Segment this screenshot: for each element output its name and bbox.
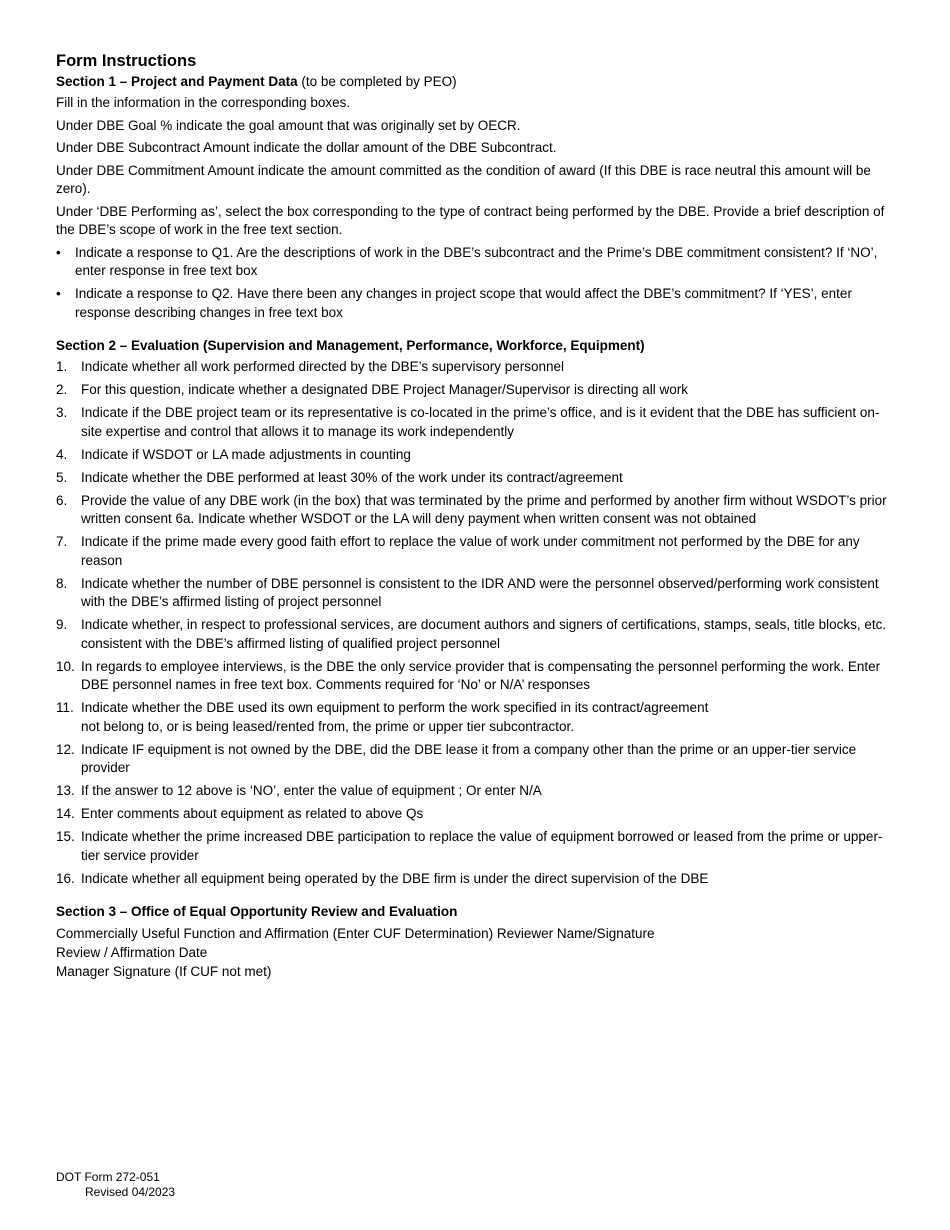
item-number: 11. (56, 700, 74, 715)
section-2 (56, 336, 896, 888)
list-item (56, 358, 896, 377)
section-2-heading (56, 336, 896, 355)
item-text: Provide the value of any DBE work (in the box) that was terminated by the prime and performed by another firm without WSDOT’s prior written consent 6a. Indicate whether WSDOT or the LA will deny payment when written consent was not obtained (81, 492, 887, 526)
list-item (56, 469, 896, 488)
item-number: 4. (56, 446, 68, 462)
item-text: Indicate whether all work performed directed by the DBE’s supervisory personnel (81, 359, 564, 374)
list-item (56, 492, 896, 529)
item-text: Indicate if WSDOT or LA made adjustments in counting (81, 446, 411, 462)
section-3-line: Commercially Useful Function and Affirmation (Enter CUF Determination) Reviewer Name/Signature (56, 926, 655, 941)
list-item (56, 741, 896, 778)
bullet-marker: • (56, 286, 61, 301)
section-2-heading-text: Section 2 – Evaluation (Supervision and Management, Performance, Workforce, Equipment) (56, 338, 645, 353)
list-item (56, 782, 896, 801)
item-text: Indicate whether, in respect to professional services, are document authors and signers of certifications, stamps, seals, title blocks, etc. consistent with the DBE’s affirmed listing of qualified project personnel (81, 617, 887, 651)
item-number: 15. (56, 829, 75, 844)
section-3-line: Manager Signature (If CUF not met) (56, 964, 272, 979)
section-1-heading-note: (to be completed by PEO) (297, 74, 457, 89)
item-number: 6. (56, 492, 68, 508)
bullet-item (56, 285, 896, 322)
item-text: For this question, indicate whether a designated DBE Project Manager/Supervisor is directing all work (81, 382, 689, 397)
item-number: 5. (56, 469, 68, 485)
section-1-paragraph: Under DBE Commitment Amount indicate the amount committed as the condition of award (If this DBE is race neutral this amount will be zero). (56, 162, 871, 196)
revision-date: Revised 04/2023 (85, 1184, 176, 1199)
instructions-page (56, 50, 896, 981)
item-text: Enter comments about equipment as related to above Qs (81, 806, 424, 821)
item-number: 13. (56, 783, 75, 798)
item-number: 7. (56, 534, 68, 549)
item-number: 8. (56, 575, 68, 591)
section-3-heading-text: Section 3 – Office of Equal Opportunity Review and Evaluation (56, 904, 458, 919)
item-number: 3. (56, 405, 68, 420)
section-3-heading (56, 902, 896, 921)
section-2-list (56, 358, 896, 888)
list-item (56, 446, 896, 465)
item-text: Indicate IF equipment is not owned by the DBE, did the DBE lease it from a company other than the prime or an upper-tier service provider (81, 741, 857, 775)
list-item (56, 805, 896, 824)
item-number: 12. (56, 741, 75, 757)
item-text: If the answer to 12 above is ‘NO’, enter the value of equipment ; Or enter N/A (81, 783, 542, 798)
bullet-text: Indicate a response to Q2. Have there been any changes in project scope that would affect the DBE’s commitment? If ‘YES’, enter response describing changes in free text box (75, 286, 852, 320)
page-footer (56, 1170, 175, 1199)
list-item (56, 404, 896, 441)
bullet-item (56, 244, 896, 281)
item-text: Indicate if the prime made every good faith effort to replace the value of work under commitment not performed by the DBE for any reason (81, 534, 860, 568)
item-text: Indicate whether all equipment being operated by the DBE firm is under the direct supervision of the DBE (81, 870, 709, 886)
page-title: Form Instructions (56, 52, 197, 70)
list-item (56, 616, 896, 653)
section-1 (56, 72, 896, 322)
section-1-bullet-list (56, 244, 896, 323)
item-number: 2. (56, 382, 68, 397)
section-1-paragraph: Under DBE Goal % indicate the goal amount that was originally set by OECR. (56, 117, 521, 133)
list-item (56, 575, 896, 612)
item-number: 10. (56, 658, 75, 674)
section-1-heading (56, 72, 896, 91)
item-number: 1. (56, 359, 68, 374)
bullet-text: Indicate a response to Q1. Are the descriptions of work in the DBE’s subcontract and the Prime’s DBE commitment consistent? If ‘NO’, enter response in free text box (75, 244, 878, 278)
list-item (56, 870, 896, 889)
item-number: 16. (56, 870, 75, 886)
section-1-paragraph: Under DBE Subcontract Amount indicate the dollar amount of the DBE Subcontract. (56, 140, 557, 155)
item-text: Indicate whether the number of DBE personnel is consistent to the IDR AND were the personnel observed/performing work consistent with the DBE’s affirmed listing of project personnel (81, 575, 879, 609)
section-1-paragraph: Fill in the information in the corresponding boxes. (56, 95, 351, 110)
item-text: In regards to employee interviews, is the DBE the only service provider that is compensating the personnel performing the work. Enter DBE personnel names in free text box. Comments required for ‘No’ or N/A’ responses (81, 658, 881, 692)
item-text: Indicate whether the prime increased DBE participation to replace the value of equipment borrowed or leased from the prime or upper-tier service provider (81, 829, 883, 863)
section-1-heading-bold: Section 1 – Project and Payment Data (56, 74, 298, 89)
item-number: 9. (56, 617, 68, 632)
section-1-paragraph: Under ‘DBE Performing as’, select the box corresponding to the type of contract being performed by the DBE. Provide a brief description of the DBE’s scope of work in the free text section. (56, 203, 885, 237)
list-item (56, 533, 896, 570)
item-text-continuation: not belong to, or is being leased/rented from, the prime or upper tier subcontractor. (81, 718, 575, 734)
list-item (56, 699, 896, 736)
bullet-marker: • (56, 244, 61, 260)
item-text: Indicate whether the DBE performed at least 30% of the work under its contract/agreement (81, 469, 623, 485)
form-number: DOT Form 272-051 (56, 1170, 160, 1184)
section-3-line: Review / Affirmation Date (56, 945, 208, 960)
item-text: Indicate if the DBE project team or its representative is co-located in the prime’s office, and is it evident that the DBE has sufficient on-site expertise and control that allows it to manage its work independently (81, 405, 880, 439)
item-number: 14. (56, 806, 75, 821)
list-item (56, 381, 896, 400)
list-item (56, 658, 896, 695)
item-text: Indicate whether the DBE used its own equipment to perform the work specified in its contract/agreement (81, 700, 709, 715)
section-3 (56, 902, 896, 981)
list-item (56, 828, 896, 865)
